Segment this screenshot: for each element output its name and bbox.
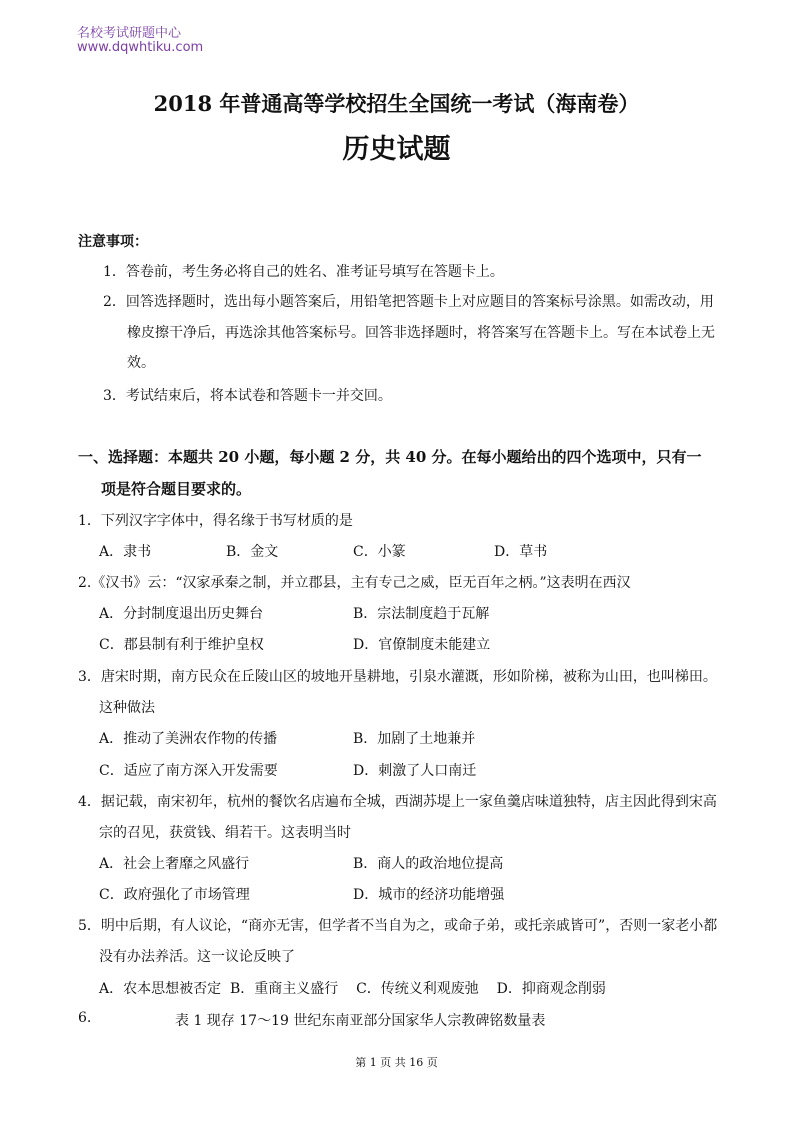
option-c: C．适应了南方深入开发需要 <box>99 763 278 779</box>
question-stem: 2.《汉书》云：“汉家承秦之制，并立郡县，主有专己之威，臣无百年之柄。”这表明在西汉 <box>78 575 631 591</box>
watermark-name: 名校考试研题中心 <box>77 26 182 41</box>
option-d: D．草书 <box>494 544 548 560</box>
option-b: B．商人的政治地位提高 <box>353 856 504 872</box>
question-stem: 3．唐宋时期，南方民众在丘陵山区的坡地开垦耕地，引泉水灌溉，形如阶梯，被称为山田，也叫梯田。 <box>78 669 717 685</box>
option-c: C．郡县制有利于维护皇权 <box>99 637 264 653</box>
option-b: B．宗法制度趋于瓦解 <box>353 606 490 622</box>
watermark-url[interactable]: www.dqwhtiku.com <box>77 40 204 55</box>
exam-title: 2018 年普通高等学校招生全国统一考试（海南卷） <box>153 91 640 116</box>
question-stem-cont: 没有办法养活。这一议论反映了 <box>99 949 295 965</box>
option-d: D．官僚制度未能建立 <box>353 637 491 653</box>
options-row: A．农本思想被否定 B．重商主义盛行 C．传统义利观废弛 D．抑商观念削弱 <box>99 981 606 997</box>
option-c: C．政府强化了市场管理 <box>99 887 250 903</box>
option-b: B．金文 <box>226 544 279 560</box>
question-stem-cont: 这种做法 <box>99 700 155 716</box>
section-heading: 一、选择题：本题共 20 小题，每小题 2 分，共 40 分。在每小题给出的四个选项中，只有一 <box>78 448 702 466</box>
option-a: A．社会上奢靡之风盛行 <box>99 856 250 872</box>
question-number: 6. <box>78 1010 92 1026</box>
question-stem: 4．据记载，南宋初年，杭州的餐饮名店遍布全城，西湖苏堤上一家鱼羹店味道独特，店主因此得到宋高 <box>78 794 717 810</box>
page-number: 第 1 页 共 16 页 <box>355 1056 438 1069</box>
question-stem-cont: 宗的召见，获赏钱、绢若干。这表明当时 <box>99 825 351 841</box>
notice-item: 3．考试结束后，将本试卷和答题卡一并交回。 <box>103 388 392 404</box>
option-a: A．推动了美洲农作物的传播 <box>99 731 278 747</box>
notice-heading: 注意事项： <box>78 234 148 250</box>
option-a: A．隶书 <box>99 544 152 560</box>
notice-item: 1．答卷前，考生务必将自己的姓名、准考证号填写在答题卡上。 <box>103 264 504 280</box>
option-b: B．加剧了土地兼并 <box>353 731 476 747</box>
question-stem: 1．下列汉字字体中，得名缘于书写材质的是 <box>78 513 353 529</box>
subject-title: 历史试题 <box>342 134 451 165</box>
notice-item: 效。 <box>127 355 155 371</box>
option-c: C．小篆 <box>353 544 406 560</box>
section-heading-cont: 项是符合题目要求的。 <box>101 480 252 498</box>
table-caption: 表 1 现存 17～19 世纪东南亚部分国家华人宗教碑铭数量表 <box>175 1013 546 1029</box>
notice-item: 橡皮擦干净后，再选涂其他答案标号。回答非选择题时，将答案写在答题卡上。写在本试卷上无 <box>127 325 715 341</box>
notice-item: 2．回答选择题时，选出每小题答案后，用铅笔把答题卡上对应题目的答案标号涂黑。如需改动，用 <box>103 294 714 310</box>
question-stem: 5．明中后期，有人议论，“商亦无害，但学者不当自为之，或命子弟，或托亲戚皆可”，否则一家老小都 <box>78 918 718 934</box>
option-d: D．刺激了人口南迁 <box>353 763 477 779</box>
option-a: A．分封制度退出历史舞台 <box>99 606 264 622</box>
option-d: D．城市的经济功能增强 <box>353 887 505 903</box>
